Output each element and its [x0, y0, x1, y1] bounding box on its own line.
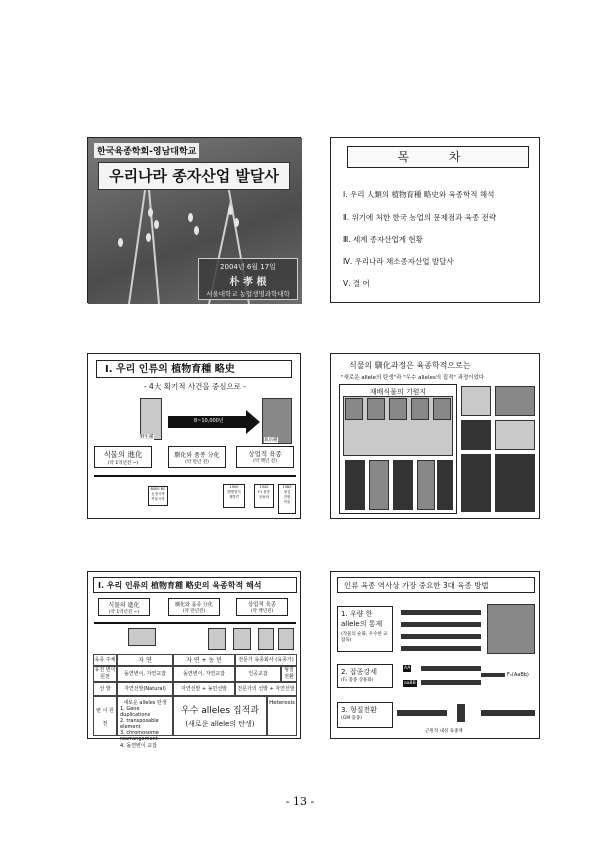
s5-mark [208, 628, 226, 650]
slide-title [87, 137, 301, 303]
mark-8000bc: 8000 BC 농경시작 작물시작 [148, 486, 168, 506]
rice-grain [148, 208, 153, 217]
crop-photo [345, 460, 365, 510]
plant-photo [495, 386, 535, 416]
mark-1940: 1940 F1 품종 상용화 [254, 484, 274, 508]
s5-mark [278, 628, 294, 650]
table-cell: 자연선발(Natural) [117, 682, 173, 696]
method-3: 3. 형질전환 (GM 품종) [337, 702, 393, 728]
plant-photo [495, 454, 535, 512]
col-head: 자 연 + 농 민 [173, 654, 235, 666]
crop-photo [345, 398, 363, 420]
crop-photo [411, 398, 429, 420]
slide3-subtitle: - 4大 획기적 사건을 중심으로 - [143, 382, 247, 391]
s5-mark [128, 628, 156, 646]
crop-photo [417, 460, 435, 510]
table-cell: 돌연변이, 자연교잡 [117, 666, 173, 682]
col-head: 전문가 육종회사 (육종가) [235, 654, 297, 666]
plant-photo [461, 386, 491, 416]
crop-photo [389, 398, 407, 420]
contents-heading: 목 차 [347, 146, 529, 168]
crop-photo [369, 460, 389, 510]
stage-commercial: 상업적 육종 (약 백년 전) [236, 446, 294, 468]
slide-three-methods [330, 571, 540, 739]
rice-grain [154, 220, 159, 229]
slide-contents [330, 137, 540, 303]
slide1-affiliation: 서울대학교 농업생명과학대학 [206, 290, 290, 298]
crop-photo [437, 460, 453, 510]
contents-item-3: Ⅲ. 세계 종자산업계 현황 [343, 235, 423, 244]
page-number: - 13 - [285, 795, 315, 808]
contents-item-2: Ⅱ. 위기에 처한 한국 농업의 문제점과 육종 전략 [343, 213, 497, 222]
s5-stage-2: 馴化와 품종 分化 (약 만년전) [168, 598, 220, 616]
row-header: 변 이 원 천 [93, 696, 117, 736]
s5-timeline-line [94, 622, 296, 624]
heterosis-cell: Heterosis [267, 696, 297, 736]
method-2: 2. 잡종강세 (F₁ 품종 상용화) [337, 664, 393, 688]
cultivated-plant-label: 栽培種 [264, 438, 278, 443]
chromosome-bar [421, 680, 481, 685]
origin-panel-label: 재배식물의 기원지 [369, 388, 427, 396]
transgene-label: 근원적 내성 육종재 [425, 729, 463, 734]
table-cell: 인공교잡 [235, 666, 281, 682]
transgene-bar [481, 710, 535, 716]
mechanisms-cell: 새로운 alleles 탄생 1. Gene duplications 2. transposable element 3. chromosome rearrangement 4. 돌연변이 교잡 [117, 696, 173, 736]
table-cell: 자연선발 + 농민선발 [173, 682, 235, 696]
rice-grain [228, 206, 233, 215]
cross-arrow [481, 673, 505, 677]
timeline-arrow-head [246, 410, 260, 434]
rice-grain [234, 218, 239, 227]
rice-grain [194, 226, 199, 235]
method-1: 1. 우량 한 allele의 통제 (작물의 순화, 우수한 교잡육) [337, 606, 393, 652]
s5-stage-3: 상업적 육종 (약 백년전) [236, 598, 288, 616]
s5-mark [233, 628, 251, 650]
table-cell: 돌연변이, 자연교잡 [173, 666, 235, 682]
rice-grain [146, 233, 151, 242]
table-cell: 전문가의 선발 + 자연선발 [235, 682, 297, 696]
arrow-label: 8~10,000년 [194, 418, 224, 424]
wild-plant-label: 野生種 [140, 435, 154, 440]
stage-evolution: 식물의 進化 (약 1억년전 ~) [94, 446, 152, 468]
slide1-header: 한국육종학회-영남대학교 [94, 143, 199, 158]
parent-aa-label: AA [404, 666, 411, 671]
stage-domestication: 馴化와 품종 分化 (약 만년 전) [168, 446, 226, 468]
s5-mark [258, 628, 274, 650]
transgene-insert [457, 704, 465, 722]
table-cell: 형질 전환 [281, 666, 297, 682]
plant-photo [461, 420, 491, 450]
contents-item-4: Ⅳ. 우리나라 채소종자산업 발달사 [343, 257, 454, 266]
transgene-bar [397, 710, 447, 716]
contents-item-5: Ⅴ. 결 어 [343, 279, 370, 288]
mark-1980: 1980 형질 전환 작물 [278, 484, 296, 514]
s5-stage-1: 식물의 進化 (약 1억년전 ~) [98, 598, 150, 616]
crop-photo [433, 398, 451, 420]
chromosome-bar [401, 646, 481, 651]
plant-photo [495, 420, 535, 450]
slide5-title: Ⅰ. 우리 인류의 植物育種 略史의 육종학적 해석 [93, 577, 297, 593]
crop-photo [367, 398, 385, 420]
slide1-date: 2004년 6월 17일 [220, 263, 276, 271]
slide-interpretation [87, 571, 301, 749]
contents-item-1: Ⅰ. 우리 人類의 植物育種 略史와 육종학적 해석 [343, 190, 495, 199]
slide4-title: 식물의 馴化과정은 육종학적으로는 [349, 361, 471, 370]
slide-domestication [330, 353, 540, 519]
timeline-line [94, 475, 296, 477]
slide1-author: 朴 孝 根 [229, 277, 267, 288]
rice-grain [118, 238, 123, 247]
row-header: 유전 변이 원천 [94, 667, 116, 680]
slide-breeding-history [87, 353, 301, 519]
chromosome-bar [401, 610, 481, 615]
slide1-info-box [198, 258, 298, 300]
f1-label: F₁(AaBb) [507, 672, 529, 678]
chromosome-bar [421, 666, 481, 671]
chromosome-bar [401, 634, 481, 639]
alleles-cell: 우수 alleles 집적과 (새로운 allele의 탄생) [173, 696, 267, 736]
slide3-title: Ⅰ. 우리 인류의 植物育種 略史 [96, 360, 292, 378]
mark-1900: 1900 멘델법칙 재발견 [223, 484, 245, 508]
plant-photo [461, 454, 491, 512]
slide1-title: 우리나라 종자산업 발달사 [98, 162, 290, 190]
col-head: 자 연 [117, 654, 173, 666]
crop-photo [393, 460, 413, 510]
slide6-title: 인류 육종 역사상 가장 중요한 3대 육종 방법 [337, 577, 535, 593]
slide4-subtitle: "새로운 allele의 탄생"과 "우수 alleles의 집적" 과정이었다 [341, 375, 485, 381]
row-header: 선 발 [93, 682, 117, 696]
parent-bb-label: aaBB [404, 681, 416, 686]
row-header: 육종 주체 [93, 654, 117, 666]
plant-photo [487, 604, 535, 654]
chromosome-bar [401, 622, 481, 627]
rice-grain [188, 213, 193, 222]
